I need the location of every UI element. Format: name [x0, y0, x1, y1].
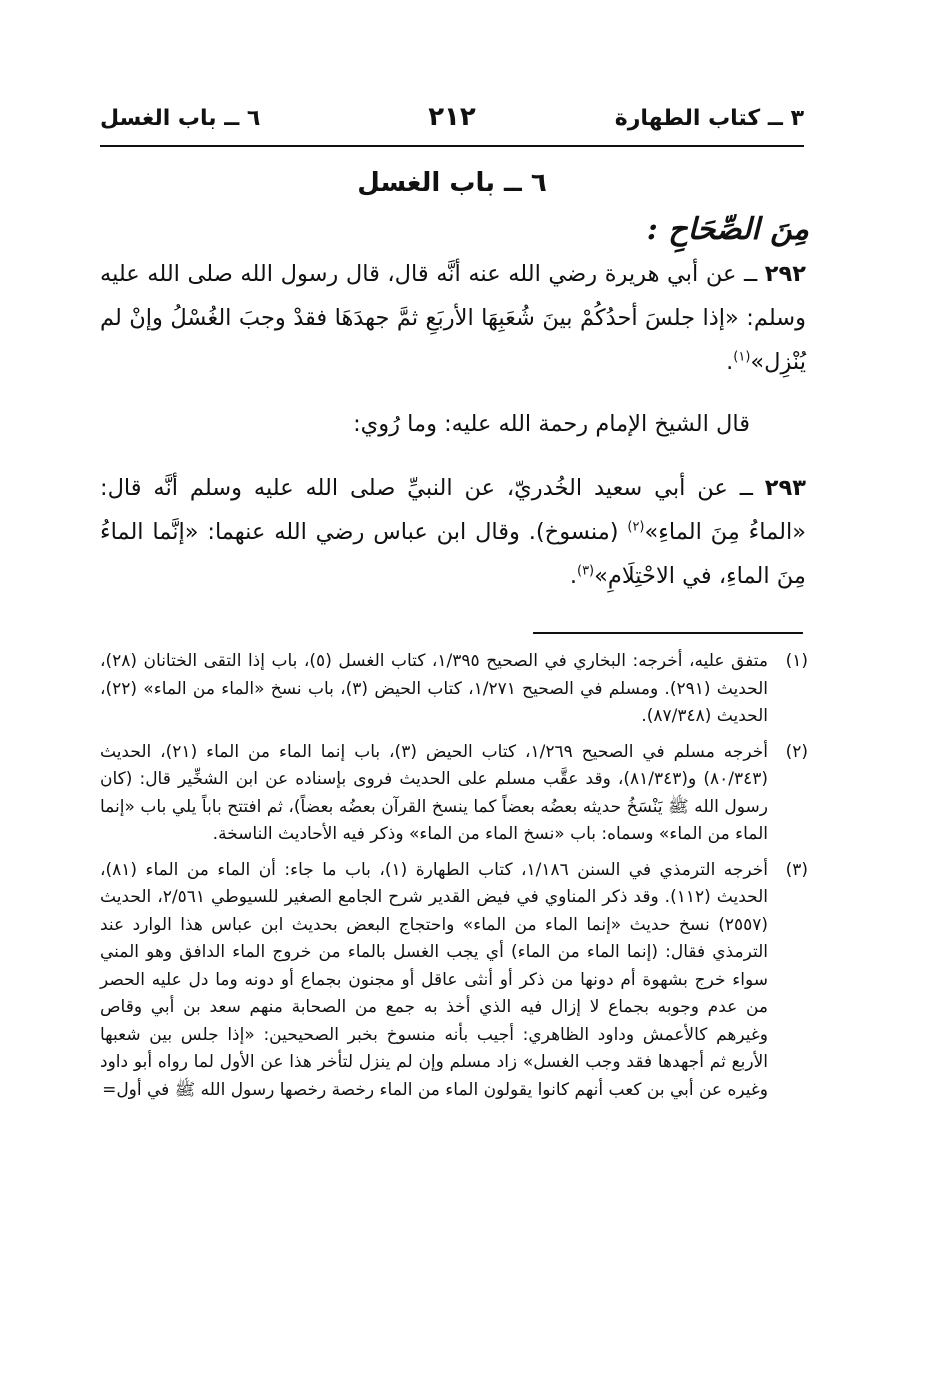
- hadith-text: ــ عن أبي هريرة رضي الله عنه أنَّه قال، قال رسول الله صلى الله عليه وسلم: «إذا جلسَ أحدُكُمْ بينَ شُعَبِهَا الأربَعِ ثمَّ جهدَهَا فقدْ وجبَ الغُسْلُ وإنْ لم يُنْزِل»: [100, 261, 806, 375]
- footnote-number: (٣): [785, 859, 808, 880]
- footnote-number: (١): [785, 651, 808, 671]
- footnote-text: أخرجه الترمذي في السنن ١/١٨٦، كتاب الطهارة (١)، باب ما جاء: أن الماء من الماء (٨١)، الحديث (١١٢). وقد ذكر المناوي في فيض القدير شرح الجامع الصغير للسيوطي ٢/٥٦١، الحديث (٢٥٥٧) نسخ حديث «إنما الماء من الماء» واحتجاج البعض بحديث ابن عباس هذا الوارد عند الترمذي فقال: (إنما الماء من الماء) أي يجب الغسل بالماء من خروج الماء الدافق وهو المني سواء خرج بشهوة أم دونها من ذكر أو أنثى عاقل أو مجنون بجماع أو دونه وما دل عليه الحصر من عدم وجوبه بجماع لا إزال فيه الذي أخذ به جمع من الصحابة منهم سعد بن أبي وقاص وغيرهم كالأعمش وداود الظاهري: أجيب بأنه منسوخ بخبر الصحيحين: «إذا جلس بين شعبها الأربع ثم أجهدها فقد وجب الغسل» زاد مسلم وإن لم ينزل لتأخر هذا عن الأول لما رواه أبو داود وغيره عن أبي بن كعب أنهم كانوا يقولون الماء من الماء رخصة رخصها رسول الله ﷺ في أول=: [100, 859, 768, 1100]
- hadith-end: .: [569, 563, 577, 589]
- footnote-rule: [533, 632, 803, 634]
- footnote-text: أخرجه مسلم في الصحيح ١/٢٦٩، كتاب الحيض (٣)، باب إنما الماء من الماء (٢١)، الحديث (٨٠/٣٤٣) و(٨١/٣٤٣)، وقد عقَّب مسلم على الحديث فروى بإسناده عن ابن الشخِّير قال: (كان رسول الله ﷺ يَنْسَخُ حديثه بعضُه بعضاً كما ينسخ القرآن بعضُه بعضاً)، ثم افتتح باباً يلي باب «إنما الماء من الماء» وسماه: باب «نسخ الماء من الماء» وذكر فيه الأحاديث الناسخة.: [100, 741, 769, 844]
- footnote-ref: (٢): [627, 519, 645, 535]
- footnotes: [100, 648, 808, 1112]
- header-book-title: ٣ ــ كتاب الطهارة: [614, 106, 804, 131]
- hadith-292: [100, 252, 806, 384]
- header-chapter-title: ٦ ــ باب الغسل: [100, 106, 261, 131]
- header-rule: [100, 145, 804, 147]
- footnote: [100, 648, 808, 731]
- hadith-end: .: [726, 349, 734, 375]
- page-number: ٢١٢: [428, 102, 476, 132]
- hadith-number: ٢٩٢: [764, 261, 806, 287]
- hadith-number: ٢٩٣: [764, 475, 806, 501]
- footnote: [100, 739, 808, 849]
- footnote: [100, 857, 808, 1105]
- running-header: [100, 100, 804, 146]
- hadith-293: [100, 466, 806, 598]
- footnote-ref: (١): [733, 349, 751, 365]
- footnote-text: متفق عليه، أخرجه: البخاري في الصحيح ١/٣٩٥، كتاب الغسل (٥)، باب إذا التقى الختانان (٢٨)، الحديث (٢٩١). ومسلم في الصحيح ١/٢٧١، كتاب الحيض (٣)، باب نسخ «الماء من الماء» (٢٢)، الحديث (٨٧/٣٤٨).: [100, 651, 769, 726]
- chapter-title: ٦ ــ باب الغسل: [357, 168, 547, 198]
- footnote-number: (٢): [785, 741, 808, 762]
- hadith-text: ــ عن أبي سعيد الخُدريّ، عن النبيِّ صلى الله عليه وسلم أنَّه قال: «الماءُ مِنَ الماءِ»: [100, 475, 806, 545]
- note-line: قال الشيخ الإمام رحمة الله عليه: وما رُوي:: [353, 411, 750, 437]
- footnote-ref: (٣): [576, 563, 595, 579]
- section-label: مِنَ الصِّحَاحِ :: [646, 212, 809, 247]
- hadith-text: (منسوخ). وقال ابن عباس رضي الله عنهما: «إنَّما الماءُ مِنَ الماءِ، في الاحْتِلَامِ»: [100, 519, 806, 589]
